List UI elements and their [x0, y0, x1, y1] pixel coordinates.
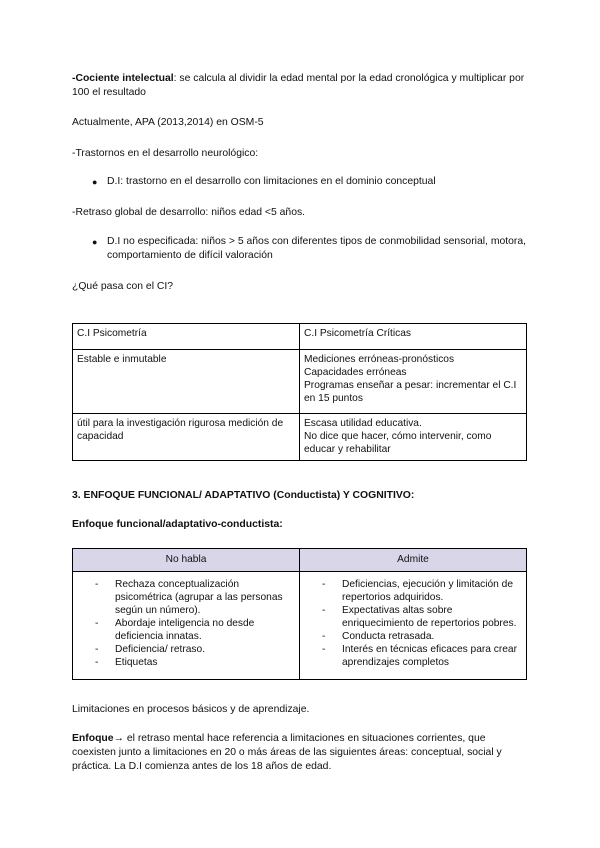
term-enfoque: Enfoque: [72, 733, 114, 744]
bullet-di: D.I: trastorno en el desarrollo con limitaciones en el dominio conceptual: [107, 176, 436, 187]
cell-line: Escasa utilidad educativa.: [304, 418, 422, 429]
paragraph-retraso-global: -Retraso global de desarrollo: niños edad <5 años.: [72, 207, 306, 218]
list-item: [300, 630, 522, 643]
no-habla-admite-table: [72, 548, 527, 680]
paragraph-enfoque: [72, 732, 530, 774]
list-item-text: Interés en técnicas eficaces para crear aprendizajes completos: [342, 644, 517, 668]
dash-marker: -: [95, 579, 99, 590]
list-item-text: Expectativas altas sobre enriquecimiento de repertorios pobres.: [342, 605, 517, 629]
paragraph-apa: Actualmente, APA (2013,2014) en OSM-5: [72, 117, 264, 128]
paragraph-enfoque-text: → el retraso mental hace referencia a limitaciones en situaciones corrientes, que coexisten junto a limitaciones en 20 o más áreas de las siguientes áreas: conceptual, social y práctica. La D.I comienza antes de los 18 años de edad.: [72, 733, 502, 772]
table-header-cell: C.I Psicometría: [73, 324, 300, 350]
paragraph-cociente-text: : se calcula al dividir la edad mental por la edad cronológica y multiplicar por 100 el resultado: [72, 73, 525, 98]
list-item-text: Deficiencias, ejecución y limitación de repertorios adquiridos.: [342, 579, 514, 603]
table-cell: [300, 414, 527, 461]
table-row: [73, 572, 527, 680]
list-item-text: Rechaza conceptualización psicométrica (agrupar a las personas según un número).: [115, 579, 283, 616]
dash-marker: -: [322, 579, 326, 590]
subsection-heading: Enfoque funcional/adaptativo-conductista:: [72, 519, 283, 530]
table-row: [73, 414, 527, 461]
list-item: [300, 643, 522, 669]
paragraph-cociente: [72, 72, 530, 100]
cell-line: Programas enseñar a pesar: incrementar el C.I en 15 puntos: [304, 380, 517, 404]
section-heading: 3. ENFOQUE FUNCIONAL/ ADAPTATIVO (Conductista) Y COGNITIVO:: [72, 490, 415, 501]
table-cell: [300, 572, 527, 680]
dash-marker: -: [95, 657, 99, 668]
list-item: [73, 656, 295, 669]
table-cell: [300, 350, 527, 414]
table-header-cell: No habla: [73, 549, 300, 572]
list-item-text: Conducta retrasada.: [342, 631, 435, 642]
ci-psicometria-table: [72, 323, 527, 461]
list-item: [300, 604, 522, 630]
list-item: [300, 578, 522, 604]
bullet-icon: ●: [92, 237, 98, 247]
cell-line: Mediciones erróneas-pronósticos: [304, 354, 455, 365]
paragraph-limitaciones: Limitaciones en procesos básicos y de aprendizaje.: [72, 704, 310, 715]
paragraph-que-pasa-ci: ¿Qué pasa con el CI?: [72, 281, 174, 292]
bullet-di-no-especificada: D.I no especificada: niños > 5 años con diferentes tipos de conmobilidad sensorial, motora, comportamiento de difícil valoración: [107, 236, 527, 261]
list-item: [73, 617, 295, 643]
table-cell: [73, 572, 300, 680]
table-cell: útil para la investigación rigurosa medición de capacidad: [73, 414, 300, 461]
list-item-text: Abordaje inteligencia no desde deficiencia innatas.: [115, 618, 255, 642]
dash-list: [300, 578, 522, 669]
table-row: [73, 324, 527, 350]
dash-list: [73, 578, 295, 669]
dash-marker: -: [322, 605, 326, 616]
table-row: [73, 350, 527, 414]
term-cociente-intelectual: -Cociente intelectual: [72, 73, 174, 84]
list-item: [73, 643, 295, 656]
list-item: [73, 578, 295, 617]
dash-marker: -: [322, 644, 326, 655]
paragraph-trastornos: -Trastornos en el desarrollo neurológico:: [72, 148, 259, 159]
table-header-cell: Admite: [300, 549, 527, 572]
list-item-text: Deficiencia/ retraso.: [115, 644, 206, 655]
dash-marker: -: [322, 631, 326, 642]
cell-line: Capacidades erróneas: [304, 367, 407, 378]
cell-line: No dice que hacer, cómo intervenir, como educar y rehabilitar: [304, 431, 492, 455]
bullet-icon: ●: [92, 177, 98, 187]
table-cell: Estable e inmutable: [73, 350, 300, 414]
table-header-cell: C.I Psicometría Críticas: [300, 324, 527, 350]
table-header-row: [73, 549, 527, 572]
dash-marker: -: [95, 644, 99, 655]
dash-marker: -: [95, 618, 99, 629]
list-item-text: Etiquetas: [115, 657, 158, 668]
